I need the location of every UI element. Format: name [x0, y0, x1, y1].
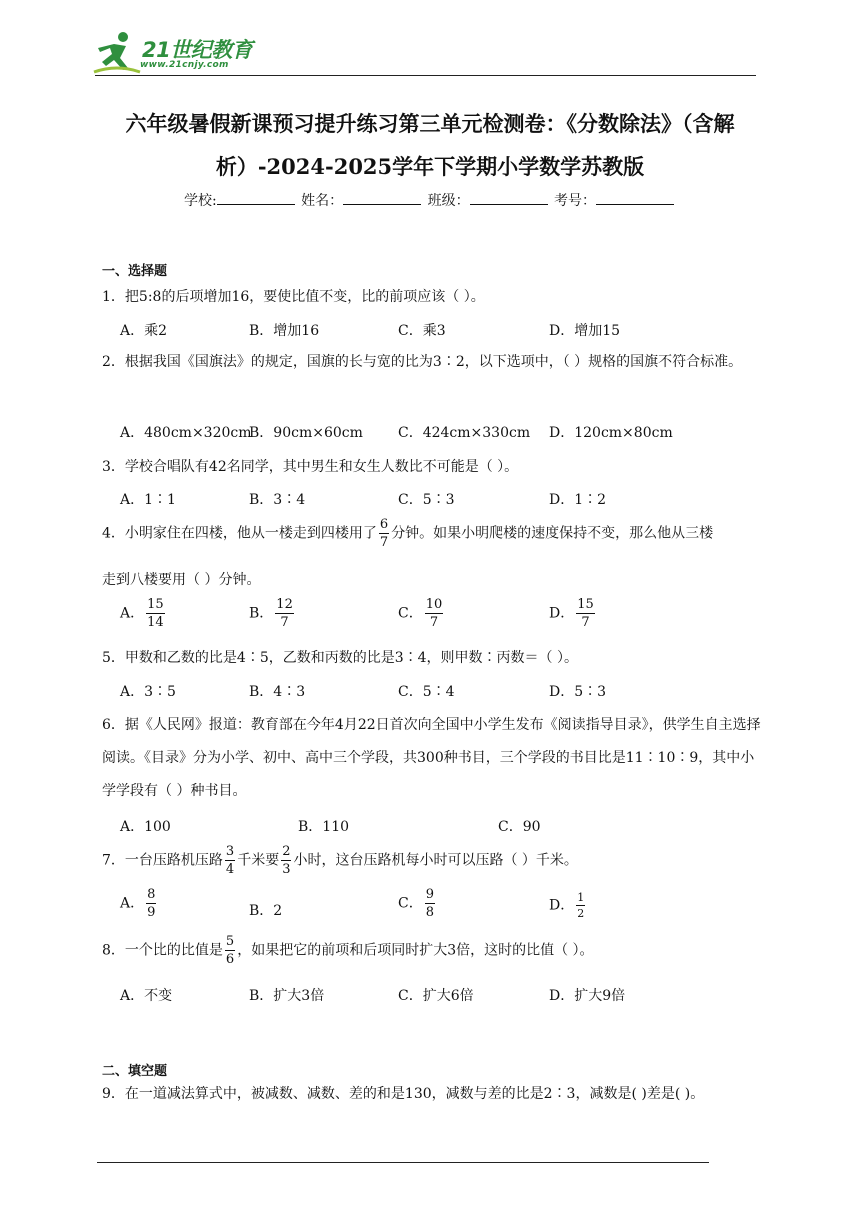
logo-text: 21世纪教育 — [142, 38, 253, 62]
q5-option-c[interactable]: C．5∶4 — [398, 684, 455, 700]
question-7: 7．一台压路机压路 $\frac{3}{4}$ 千米要 $\frac{2}{3}$ 小时，这台压路机每小时可以压路（ ）千米。 — [102, 844, 578, 877]
q3-option-d[interactable]: D．1∶2 — [549, 492, 607, 508]
q8-option-d[interactable]: D．扩大9倍 — [549, 988, 626, 1004]
q4-option-a[interactable]: A． $\frac{15}{14}$ — [120, 597, 164, 630]
school-label: 学校: — [183, 193, 217, 209]
logo-url: www.21cnjy.com — [140, 60, 229, 70]
q2-option-a[interactable]: A．480cm×320cm — [120, 425, 252, 441]
q2-option-b[interactable]: B．90cm×60cm — [249, 425, 363, 441]
q7-option-a[interactable]: A． $\frac{8}{9}$ — [120, 887, 156, 920]
q8-option-a[interactable]: A．不变 — [120, 988, 173, 1004]
question-8: 8．一个比的比值是 $\frac{5}{6}$ ，如果把它的前项和后项同时扩大3倍，这时的比值（ ）。 — [102, 934, 594, 967]
header-divider — [95, 75, 756, 76]
logo — [92, 28, 267, 78]
section-heading-choice: 一、选择题 — [102, 264, 168, 279]
exam-no-blank[interactable] — [596, 190, 674, 205]
question-2: 2．根据我国《国旗法》的规定，国旗的长与宽的比为3∶2，以下选项中，（ ）规格的国旗不符合标准。 — [102, 354, 743, 370]
q1-option-d[interactable]: D．增加15 — [549, 323, 621, 339]
q7-option-b[interactable]: B．2 — [249, 903, 283, 919]
student-info-row — [0, 190, 860, 210]
q4-option-c[interactable]: C． $\frac{10}{7}$ — [398, 597, 443, 630]
q4-fraction: $\frac{6}{7}$ — [379, 517, 389, 550]
question-4 — [102, 518, 713, 549]
footer-divider — [97, 1162, 709, 1163]
q7-option-c[interactable]: C． $\frac{9}{8}$ — [398, 887, 434, 920]
q3-option-c[interactable]: C．5∶3 — [398, 492, 455, 508]
q3-option-a[interactable]: A．1∶1 — [120, 492, 176, 508]
question-9: 9．在一道减法算式中，被减数、减数、差的和是130，减数与差的比是2∶3，减数是( )差是( )。 — [102, 1086, 705, 1102]
page-title-line2: 析）-2024-2025学年下学期小学数学苏教版 — [215, 154, 645, 179]
q8-option-b[interactable]: B．扩大3倍 — [249, 988, 325, 1004]
q8-fraction: $\frac{5}{6}$ — [225, 934, 235, 967]
q5-option-a[interactable]: A．3∶5 — [120, 684, 176, 700]
name-label: 姓名： — [301, 193, 344, 209]
q2-option-d[interactable]: D．120cm×80cm — [549, 425, 673, 441]
question-3: 3．学校合唱队有42名同学，其中男生和女生人数比不可能是（ ）。 — [102, 459, 519, 475]
q8-option-c[interactable]: C．扩大6倍 — [398, 988, 474, 1004]
q7-fraction-1: $\frac{3}{4}$ — [225, 844, 235, 877]
q1-option-c[interactable]: C．乘3 — [398, 323, 446, 339]
runner-logo-icon — [92, 28, 142, 76]
q6-option-b[interactable]: B．110 — [298, 819, 350, 835]
question-5: 5．甲数和乙数的比是4∶5，乙数和丙数的比是3∶4，则甲数∶丙数＝（ ）。 — [102, 650, 578, 666]
q4-text-pre: 4．小明家住在四楼，他从一楼走到四楼用了 — [102, 525, 377, 542]
q7-fraction-2: $\frac{2}{3}$ — [282, 844, 291, 877]
question-1: 1．把5:8的后项增加16，要使比值不变，比的前项应该（ ）。 — [102, 289, 485, 305]
q4-text-post: 分钟。如果小明爬楼的速度保持不变，那么他从三楼 — [391, 525, 714, 542]
q5-option-d[interactable]: D．5∶3 — [549, 684, 607, 700]
q6-option-a[interactable]: A．100 — [120, 819, 171, 835]
class-blank[interactable] — [470, 190, 548, 205]
exam-no-label: 考号： — [554, 193, 597, 209]
question-6: 6．据《人民网》报道：教育部在今年4月22日首次向全国中小学生发布《阅读指导目录》，供学生自主选择阅读。《目录》分为小学、初中、高中三个学段，共300种书目，三个学段的书目比是11∶10∶9，其中小学学段有（ ）种书目。 — [102, 717, 761, 799]
q2-option-c[interactable]: C．424cm×330cm — [398, 425, 531, 441]
section-heading-fill-in: 二、填空题 — [102, 1064, 168, 1079]
q3-option-b[interactable]: B．3∶4 — [249, 492, 306, 508]
name-blank[interactable] — [343, 190, 421, 205]
page-title-line1: 六年级暑假新课预习提升练习第三单元检测卷：《分数除法》（含解 — [125, 111, 735, 136]
class-label: 班级： — [427, 193, 470, 209]
q4-option-b[interactable]: B． $\frac{12}{7}$ — [249, 597, 293, 630]
q4-option-d[interactable]: D． $\frac{15}{7}$ — [549, 597, 594, 630]
q1-option-a[interactable]: A．乘2 — [120, 323, 168, 339]
q1-option-b[interactable]: B．增加16 — [249, 323, 320, 339]
q6-option-c[interactable]: C．90 — [498, 819, 541, 835]
q7-option-d[interactable]: D． $\frac{1}{2}$ — [549, 891, 585, 920]
school-blank[interactable] — [217, 190, 295, 205]
question-4-line2: 走到八楼要用（ ）分钟。 — [102, 572, 261, 588]
q5-option-b[interactable]: B．4∶3 — [249, 684, 306, 700]
